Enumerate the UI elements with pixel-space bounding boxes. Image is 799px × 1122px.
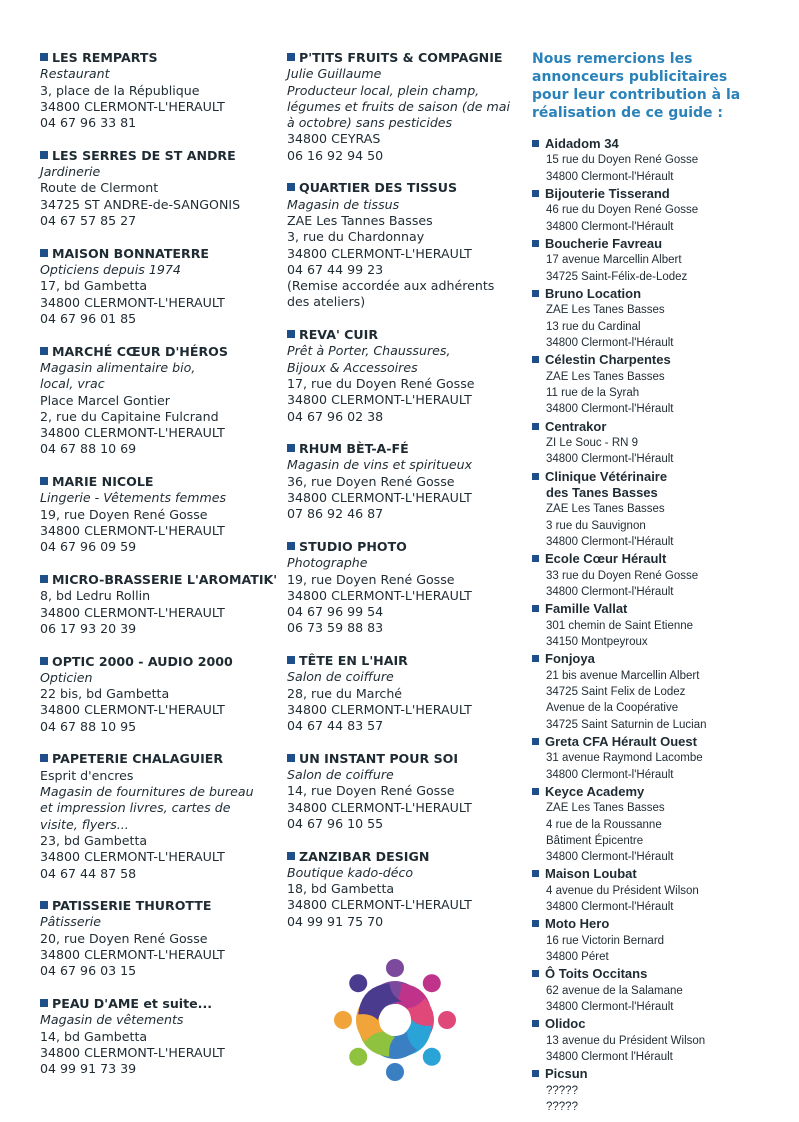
directory-entry [40,474,270,555]
sponsor-entry [532,1066,772,1115]
sponsor-entry [532,734,772,783]
sponsor-name-text: Bruno Location [545,286,642,301]
sponsor-name [532,419,772,435]
sponsor-address-line: ????? [546,1084,578,1097]
sponsor-name [532,966,772,982]
entry-name-text: LES REMPARTS [52,50,158,65]
entry-address-line: 04 67 96 09 59 [40,539,137,555]
entry-address-line: 36, rue Doyen René Gosse [287,473,455,489]
directory-entry [40,148,270,229]
entry-name [287,751,512,767]
entry-address-line: 34800 CLERMONT-L'HERAULT [287,392,472,408]
entry-name-text: UN INSTANT POUR SOI [299,750,459,766]
entry-name-text: PATISSERIE THUROTTE [52,898,212,914]
entry-address-line: 17, bd Gambetta [40,278,148,294]
entry-description: à octobre) sans pesticides [287,115,453,131]
sponsors-heading [532,50,772,122]
sponsor-address-line: 3 rue du Sauvignon [546,519,646,532]
people-circle-logo [320,945,470,1095]
entry-description: Boutique kado-déco [287,864,414,880]
entry-address-line: 34800 CLERMONT-L'HERAULT [40,604,225,620]
entry-name [40,50,270,66]
sponsor-name [532,1066,772,1082]
directory-entry [40,571,278,637]
sponsor-address-line: 4 avenue du Président Wilson [546,884,699,897]
sponsor-address-line: ????? [546,1101,578,1114]
sponsor-name-text: Clinique Vétérinaire [545,468,668,484]
bullet-square-icon [287,330,295,338]
entry-address-line: 04 67 96 01 85 [40,310,137,326]
entry-name-text: PAPETERIE CHALAGUIER [52,751,224,767]
entry-address-line: 34800 CLERMONT-L'HERAULT [287,799,472,815]
entry-name [287,539,512,555]
bullet-square-icon [532,423,539,430]
entry-description: Bijoux & Accessoires [287,359,418,375]
entry-subtitle: Esprit d'encres [40,767,134,783]
sponsor-entry [532,469,772,551]
sponsor-address-line: 34800 Clermont-l'Hérault [546,220,674,233]
entry-address-line: 34800 CLERMONT-L'HERAULT [40,425,225,441]
entry-address-line: 34800 CLERMONT-L'HERAULT [287,587,472,603]
entry-address-line: des ateliers) [287,294,366,310]
bullet-square-icon [287,53,295,61]
heading-line: Nous remercions les [532,51,693,67]
entry-address-line: 34800 CLERMONT-L'HERAULT [40,1044,225,1060]
sponsor-address-line: 13 avenue du Président Wilson [546,1034,706,1047]
sponsor-name-text: Ô Toits Occitans [545,966,648,982]
directory-entry [40,898,270,979]
bullet-square-icon [532,190,539,197]
bullet-square-icon [532,356,539,363]
sponsor-name [532,136,772,152]
sponsor-name [532,485,772,501]
sponsor-address-line: 34800 Clermont-l'Hérault [546,536,674,548]
entry-description: Salon de coiffure [287,767,394,783]
entry-address-line: 3, place de la République [40,82,200,98]
sponsor-list [532,136,772,1115]
sponsor-name [532,236,772,252]
sponsor-address-line: 11 rue de la Syrah [546,387,640,399]
bullet-square-icon [40,657,48,665]
sponsor-name [532,734,772,750]
bullet-square-icon [40,901,48,909]
entry-address-line: 20, rue Doyen René Gosse [40,930,208,946]
entry-address-line: 04 67 44 83 57 [287,718,384,734]
entry-address-line: 34800 CLERMONT-L'HERAULT [40,98,225,114]
bullet-square-icon [532,605,539,612]
entry-address-line: 23, bd Gambetta [40,832,148,848]
entry-name-text: PEAU D'AME et suite... [52,996,213,1012]
sponsor-name-text: Moto Hero [545,916,610,932]
entry-name-text: ZANZIBAR DESIGN [299,848,430,864]
directory-entry [287,50,512,164]
sponsor-address-line: 34150 Montpeyroux [546,636,648,648]
entry-address-line: 06 73 59 88 83 [287,620,384,636]
entry-address-line: 3, rue du Chardonnay [287,229,425,245]
sponsor-name [532,551,772,567]
bullet-square-icon [532,555,539,562]
entry-address-line: Route de Clermont [40,180,159,196]
bullet-square-icon [287,656,295,664]
sponsor-name-text: Keyce Academy [545,783,645,799]
entry-name-text: MARIE NICOLE [52,474,154,490]
entry-name [40,898,270,914]
sponsor-address-line: 62 avenue de la Salamane [546,984,683,997]
entry-address-line: 04 67 96 33 81 [40,115,137,131]
bullet-square-icon [287,754,295,762]
entry-name-text: MARCHÉ CŒUR D'HÉROS [52,343,228,359]
directory-entry [40,246,270,327]
entry-name-text: LES SERRES DE ST ANDRE [52,147,236,163]
sponsor-name [532,601,772,617]
bullet-square-icon [532,290,539,297]
entry-description: Magasin de vins et spiritueux [287,457,473,473]
entry-name [40,571,278,588]
directory-entry [287,180,512,310]
bullet-square-icon [532,738,539,745]
entry-address-line: 34725 ST ANDRE-de-SANGONIS [40,196,241,212]
entry-description: Magasin de vêtements [40,1012,184,1028]
bullet-square-icon [40,575,48,583]
bullet-square-icon [532,473,539,480]
sponsor-address-line: 34800 Péret [546,951,609,964]
entry-description: Magasin alimentaire bio, [40,359,196,375]
entry-description: visite, flyers... [40,816,129,832]
entry-name [40,246,270,262]
bullet-square-icon [532,788,539,795]
sponsor-address-line: 34725 Saint-Félix-de-Lodez [546,270,688,283]
sponsor-address-line: 21 bis avenue Marcellin Albert [546,669,700,682]
bullet-square-icon [287,852,295,860]
sponsor-address-line: 34800 Clermont-l'Hérault [546,403,674,416]
entry-name-text: STUDIO PHOTO [299,538,407,554]
entry-address-line: 19, rue Doyen René Gosse [287,571,455,587]
sponsor-address-line: 13 rue du Cardinal [546,320,641,333]
entry-address-line: 04 67 96 03 15 [40,963,137,979]
entry-address-line: 04 67 88 10 95 [40,718,137,734]
entry-address-line: 14, rue Doyen René Gosse [287,783,455,799]
entry-description: local, vrac [40,376,105,392]
entry-address-line: 34800 CLERMONT-L'HERAULT [287,701,472,717]
entry-address-line: 22 bis, bd Gambetta [40,686,170,702]
entry-address-line: 04 67 88 10 69 [40,441,137,457]
sponsor-name [532,469,772,485]
sponsor-address-line: 34800 Clermont-l'Hérault [546,901,674,914]
entry-address-line: 34800 CLERMONT-L'HERAULT [287,490,472,506]
entry-address-line: 06 17 93 20 39 [40,620,137,636]
sponsor-address-line: ZAE Les Tanes Basses [546,503,665,516]
bullet-square-icon [40,347,48,355]
bullet-square-icon [40,477,48,485]
entry-address-line: 19, rue Doyen René Gosse [40,506,208,522]
entry-address-line: 04 67 44 87 58 [40,865,137,881]
entry-description: Lingerie - Vêtements femmes [40,490,227,506]
sponsor-name [532,352,772,368]
sponsor-entry [532,601,772,650]
entry-description: Opticiens depuis 1974 [40,262,181,278]
sponsor-address-line: 31 avenue Raymond Lacombe [546,752,703,765]
entry-address-line: 34800 CLERMONT-L'HERAULT [40,702,225,718]
directory-entry [287,441,512,522]
entry-description: légumes et fruits de saison (de mai [287,98,511,114]
sponsor-name-text: Olidoc [545,1016,586,1032]
entry-name [287,50,512,66]
sponsor-name-text: Fonjoya [545,651,595,667]
sponsor-address-line: ZI Le Souc - RN 9 [546,437,639,449]
entry-address-line: 14, bd Gambetta [40,1028,148,1044]
entry-name [287,327,512,343]
directory-entry [40,50,270,131]
entry-name-text: TÊTE EN L'HAIR [299,652,408,668]
sponsor-address-line: 46 rue du Doyen René Gosse [546,204,699,217]
sponsor-entry [532,419,772,468]
entry-name-text: RHUM BÈT-A-FÉ [299,441,409,457]
bullet-square-icon [287,444,295,452]
sponsor-address-line: 4 rue de la Roussanne [546,818,662,831]
entry-name-text: MAISON BONNATERRE [52,245,210,261]
sponsor-address-line: 34800 Clermont-l'Hérault [546,170,674,183]
sponsor-name [532,1016,772,1032]
entry-description: Salon de coiffure [287,669,394,685]
bullet-square-icon [532,920,539,927]
entry-name-text: P'TITS FRUITS & COMPAGNIE [299,50,503,65]
directory-entry [40,996,270,1077]
entry-description: Prêt à Porter, Chaussures, [287,343,451,359]
sponsor-address-line: 34725 Saint Felix de Lodez [546,686,686,698]
entry-address-line: 28, rue du Marché [287,685,403,701]
entry-address-line: 04 99 91 73 39 [40,1061,137,1077]
entry-name [40,996,270,1012]
entry-address-line: 04 67 96 02 38 [287,408,384,424]
bullet-square-icon [532,140,539,147]
entry-address-line: 04 99 91 75 70 [287,913,384,929]
bullet-square-icon [532,240,539,247]
entry-address-line: 17, rue du Doyen René Gosse [287,375,475,391]
sponsor-entry [532,286,772,351]
entry-description: et impression livres, cartes de [40,800,231,816]
entry-description: Opticien [40,669,93,685]
entry-address-line: 34800 CLERMONT-L'HERAULT [40,294,225,310]
sponsor-name-text: Picsun [545,1066,588,1082]
sponsor-entry [532,352,772,417]
entry-name [40,148,270,164]
sponsor-address-line: ZAE Les Tanes Basses [546,304,665,317]
entry-name [40,751,270,767]
sponsor-address-line: 34800 Clermont-l'Hérault [546,586,674,598]
entry-address-line: 04 67 44 99 23 [287,261,384,277]
sponsor-name [532,866,772,882]
directory-entry [287,849,512,930]
bullet-square-icon [40,53,48,61]
entry-address-line: 34800 CLERMONT-L'HERAULT [40,522,225,538]
entry-address-line: 04 67 57 85 27 [40,213,137,229]
sponsor-name [532,286,772,302]
sponsor-entry [532,651,772,733]
bullet-square-icon [287,183,295,191]
directory-entry [40,344,270,458]
sponsor-name [532,784,772,800]
entry-name [287,441,512,457]
sponsor-address-line: 33 rue du Doyen René Gosse [546,569,699,582]
entry-address-line: (Remise accordée aux adhérents [287,278,495,294]
entry-address-line: 34800 CLERMONT-L'HERAULT [40,849,225,865]
sponsor-address-line: 301 chemin de Saint Etienne [546,619,694,632]
entry-description: Magasin de fournitures de bureau [40,784,254,800]
entry-description: Pâtisserie [40,914,102,930]
sponsor-name [532,916,772,932]
sponsor-entry [532,1016,772,1065]
directory-entry [287,751,512,832]
directory-entry [287,653,512,734]
directory-column-middle [287,50,512,946]
sponsor-address-line: 34800 Clermont-l'Hérault [546,768,674,781]
directory-entry [40,654,270,735]
entry-address-line: 34800 CLERMONT-L'HERAULT [287,897,472,913]
sponsor-name-text: Boucherie Favreau [545,236,663,251]
entry-name-text: OPTIC 2000 - AUDIO 2000 [52,653,233,669]
sponsor-address-line: 34800 Clermont-l'Hérault [546,337,674,349]
sponsor-address-line: Bâtiment Épicentre [546,834,644,847]
sponsor-address-line: 15 rue du Doyen René Gosse [546,154,699,167]
sponsor-name-text: Famille Vallat [545,601,628,617]
entry-address-line: 34800 CLERMONT-L'HERAULT [40,947,225,963]
heading-line: annonceurs publicitaires [532,69,728,85]
entry-name [287,849,512,865]
entry-description: Jardinerie [40,164,101,180]
sponsor-entry [532,551,772,600]
entry-address-line: 06 16 92 94 50 [287,147,384,163]
sponsor-address-line: 17 avenue Marcellin Albert [546,254,682,267]
bullet-square-icon [532,1070,539,1077]
sponsor-address-line: 34800 Clermont-l'Hérault [546,453,674,466]
sponsor-entry [532,916,772,965]
sponsor-name-text: Maison Loubat [545,866,637,882]
sponsor-name-text: Centrakor [545,418,607,434]
directory-column-left [40,50,278,1094]
heading-line: pour leur contribution à la [532,87,741,103]
sponsor-address-line: 34800 Clermont l'Hérault [546,1051,673,1064]
bullet-square-icon [532,870,539,877]
entry-name [40,654,270,670]
entry-name-text: QUARTIER DES TISSUS [299,180,458,196]
entry-description: Restaurant [40,66,110,82]
sponsors-column [532,50,772,1116]
entry-name [40,474,270,490]
sponsor-entry [532,236,772,285]
sponsor-name [532,186,772,202]
bullet-square-icon [40,999,48,1007]
bullet-square-icon [40,151,48,159]
sponsor-address-line: 16 rue Victorin Bernard [546,934,665,947]
entry-address-line: 8, bd Ledru Rollin [40,588,151,604]
entry-description: Julie Guillaume [287,66,382,82]
sponsor-name-text: des Tanes Basses [546,485,658,500]
entry-address-line: 04 67 96 99 54 [287,604,384,620]
sponsor-address-line: 34800 Clermont-l'Hérault [546,1001,674,1014]
sponsor-address-line: ZAE Les Tanes Basses [546,802,665,815]
bullet-square-icon [40,249,48,257]
directory-entry [287,539,512,637]
sponsor-name-text: Greta CFA Hérault Ouest [545,733,697,749]
sponsor-name-text: Bijouterie Tisserand [545,186,670,201]
entry-name [287,180,512,196]
entry-name-text: MICRO-BRASSERIE L'AROMATIK' [52,571,278,587]
entry-address-line: 07 86 92 46 87 [287,506,384,522]
sponsor-entry [532,186,772,235]
entry-address-line: 34800 CLERMONT-L'HERAULT [287,245,472,261]
entry-address-line: 34800 CEYRAS [287,131,381,147]
sponsor-name [532,651,772,667]
entry-address-line: 18, bd Gambetta [287,881,395,897]
bullet-square-icon [40,754,48,762]
entry-name-text: REVA' CUIR [299,327,379,343]
heading-line: réalisation de ce guide : [532,105,724,121]
bullet-square-icon [532,970,539,977]
entry-description: Photographe [287,555,368,571]
entry-address-line: ZAE Les Tannes Basses [287,212,433,228]
entry-address-line: 04 67 96 10 55 [287,815,384,831]
directory-entry [40,751,270,881]
directory-entry [287,327,512,425]
bullet-square-icon [287,542,295,550]
sponsor-address-line: 34725 Saint Saturnin de Lucian [546,718,707,731]
sponsor-address-line: ZAE Les Tanes Basses [546,370,665,383]
entry-description: Producteur local, plein champ, [287,82,480,98]
bullet-square-icon [532,655,539,662]
entry-description: Magasin de tissus [287,196,400,212]
sponsor-name-text: Célestin Charpentes [545,352,671,368]
entry-name [40,344,270,360]
sponsor-entry [532,966,772,1015]
sponsor-address-line: Avenue de la Coopérative [546,702,679,715]
sponsor-name-text: Ecole Cœur Hérault [545,551,667,567]
entry-address-line: Place Marcel Gontier [40,392,170,408]
entry-name [287,653,512,669]
sponsor-entry [532,866,772,915]
entry-address-line: 2, rue du Capitaine Fulcrand [40,408,219,424]
bullet-square-icon [532,1020,539,1027]
sponsor-name-text: Aidadom 34 [545,136,619,151]
sponsor-entry [532,784,772,866]
sponsor-entry [532,136,772,185]
sponsor-address-line: 34800 Clermont-l'Hérault [546,851,674,864]
